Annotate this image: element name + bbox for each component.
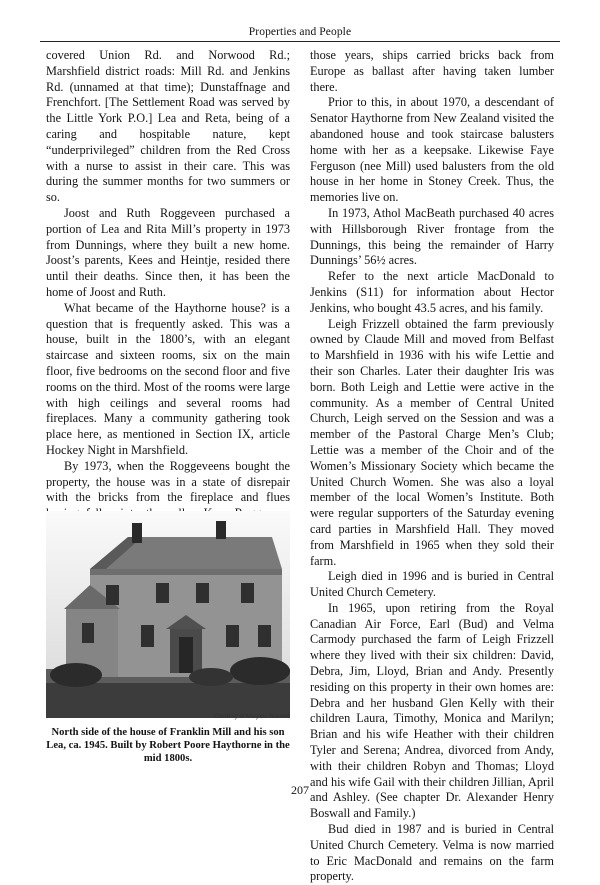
paragraph: Prior to this, in about 1970, a descendant of Senator Haythorne from New Zealand visited the abandoned house and took staircase balusters home with her as a keepsake. Likewise Faye Ferguson (nee Mill) used balusters from the old house in her home in Stoney Creek. Thus, the memories live on. (310, 95, 554, 205)
house-figure (46, 511, 290, 766)
paragraph: In 1965, upon retiring from the Royal Canadian Air Force, Earl (Bud) and Velma Carmody purchased the farm of Leigh Frizzell where they lived with their six children: David, Debra, Jim, Lloyd, Brian and Andy. Presently residing on this property in their own homes are: Debra and her husband Glen Kelly with their children Laura, Timothy, Monica and Marilyn; Brian and his wife Heather with their children Tyler and Serena; Andrea, divorced from Andy, with their children Robyn and Thomas; Lloyd and his wife Gail with their children Jillian, April and Ashley. (See chapter Dr. Alexander Henry Boswall and Family.) (310, 600, 554, 821)
paragraph: Joost and Ruth Roggeveen purchased a portion of Lea and Rita Mill’s property in 1973 from Dunnings, where they built a new home. Joost’s parents, Kees and Heintje, resided there until their deaths. Since then, it has been the home of Joost and Ruth. (46, 205, 290, 299)
paragraph: By 1973, when the Roggeveens bought the property, the house was in a state of disrepair with the bricks from the fireplace and flues (46, 458, 290, 505)
paragraph: Bud died in 1987 and is buried in Central United Church Cemetery. Velma is now married to Eric MacDonald and remains on the farm property. (310, 822, 554, 884)
figure-caption: North side of the house of Franklin Mill and his son Lea, ca. 1945. Built by Robert Poore Haythorne in the mid 1800s. (46, 727, 290, 764)
paragraph: What became of the Haythorne house? is a question that is frequently asked. This was a house, built in the 1800’s, with an elegant staircase and sixteen rooms, six on the main floor, five bedrooms on the second floor and five rooms on the third. Most of the rooms were large with high ceilings and several rooms had fireplaces. Many a community gathering took place here, as mentioned in Section IX, article Hockey Night in Marshfield. (46, 300, 290, 457)
paragraph: Leigh Frizzell obtained the farm previously owned by Claude Mill and moved from Belfast to Marshfield in 1936 with his wife Lettie and their son Charles. Later their daughter Iris was born. Both Leigh and Lettie were active in the community. As a member of Central United Church, Leigh served on the Session and was a member of the Pastoral Charge Men’s Club; Lettie was a member of the Choir and of the Women’s Missionary Society which became the United Church Women. She was also a loyal member of the local Women’s Institute. Both were regular supporters of the Saturday evening card parties in Marshfield Hall. They moved from Marshfield in 1965 when they sold their farm. (310, 316, 554, 568)
paragraph: Refer to the next article MacDonald to Jenkins (S11) for information about Hector Jenkins, who bought 43.5 acres, and his family. (310, 269, 554, 315)
paragraph: covered Union Rd. and Norwood Rd.; Marshfield district roads: Mill Rd. and Jenkins Rd. (unnamed at that time); Dunstaffnage and Frenchfort. [The Settlement Road was served by the Little York P.O.] Lea and Reta, being of a caring and hospitable nature, kept “underprivileged” children from the Red Cross with a nurse to assist in their care. This was during the summer months for two summers or so. (46, 48, 290, 205)
page-header (0, 0, 600, 44)
paragraph: Leigh died in 1996 and is buried in Central United Church Cemetery. (310, 569, 554, 600)
paragraph: those years, ships carried bricks back from Europe as ballast after having taken lumber there. (310, 48, 554, 94)
header-rule (40, 41, 560, 42)
right-column (310, 48, 554, 885)
running-header-title: Properties and People (248, 26, 352, 38)
house-photo (46, 511, 290, 718)
photo-credit: Courtesy of Marjorie Boswell (213, 714, 290, 720)
paragraph: In 1973, Athol MacBeath purchased 40 acres with Hillsborough River frontage from the Dunnings, this being the remainder of Harry Dunnings’ 56½ acres. (310, 205, 554, 268)
page-number: 207 (291, 783, 309, 797)
